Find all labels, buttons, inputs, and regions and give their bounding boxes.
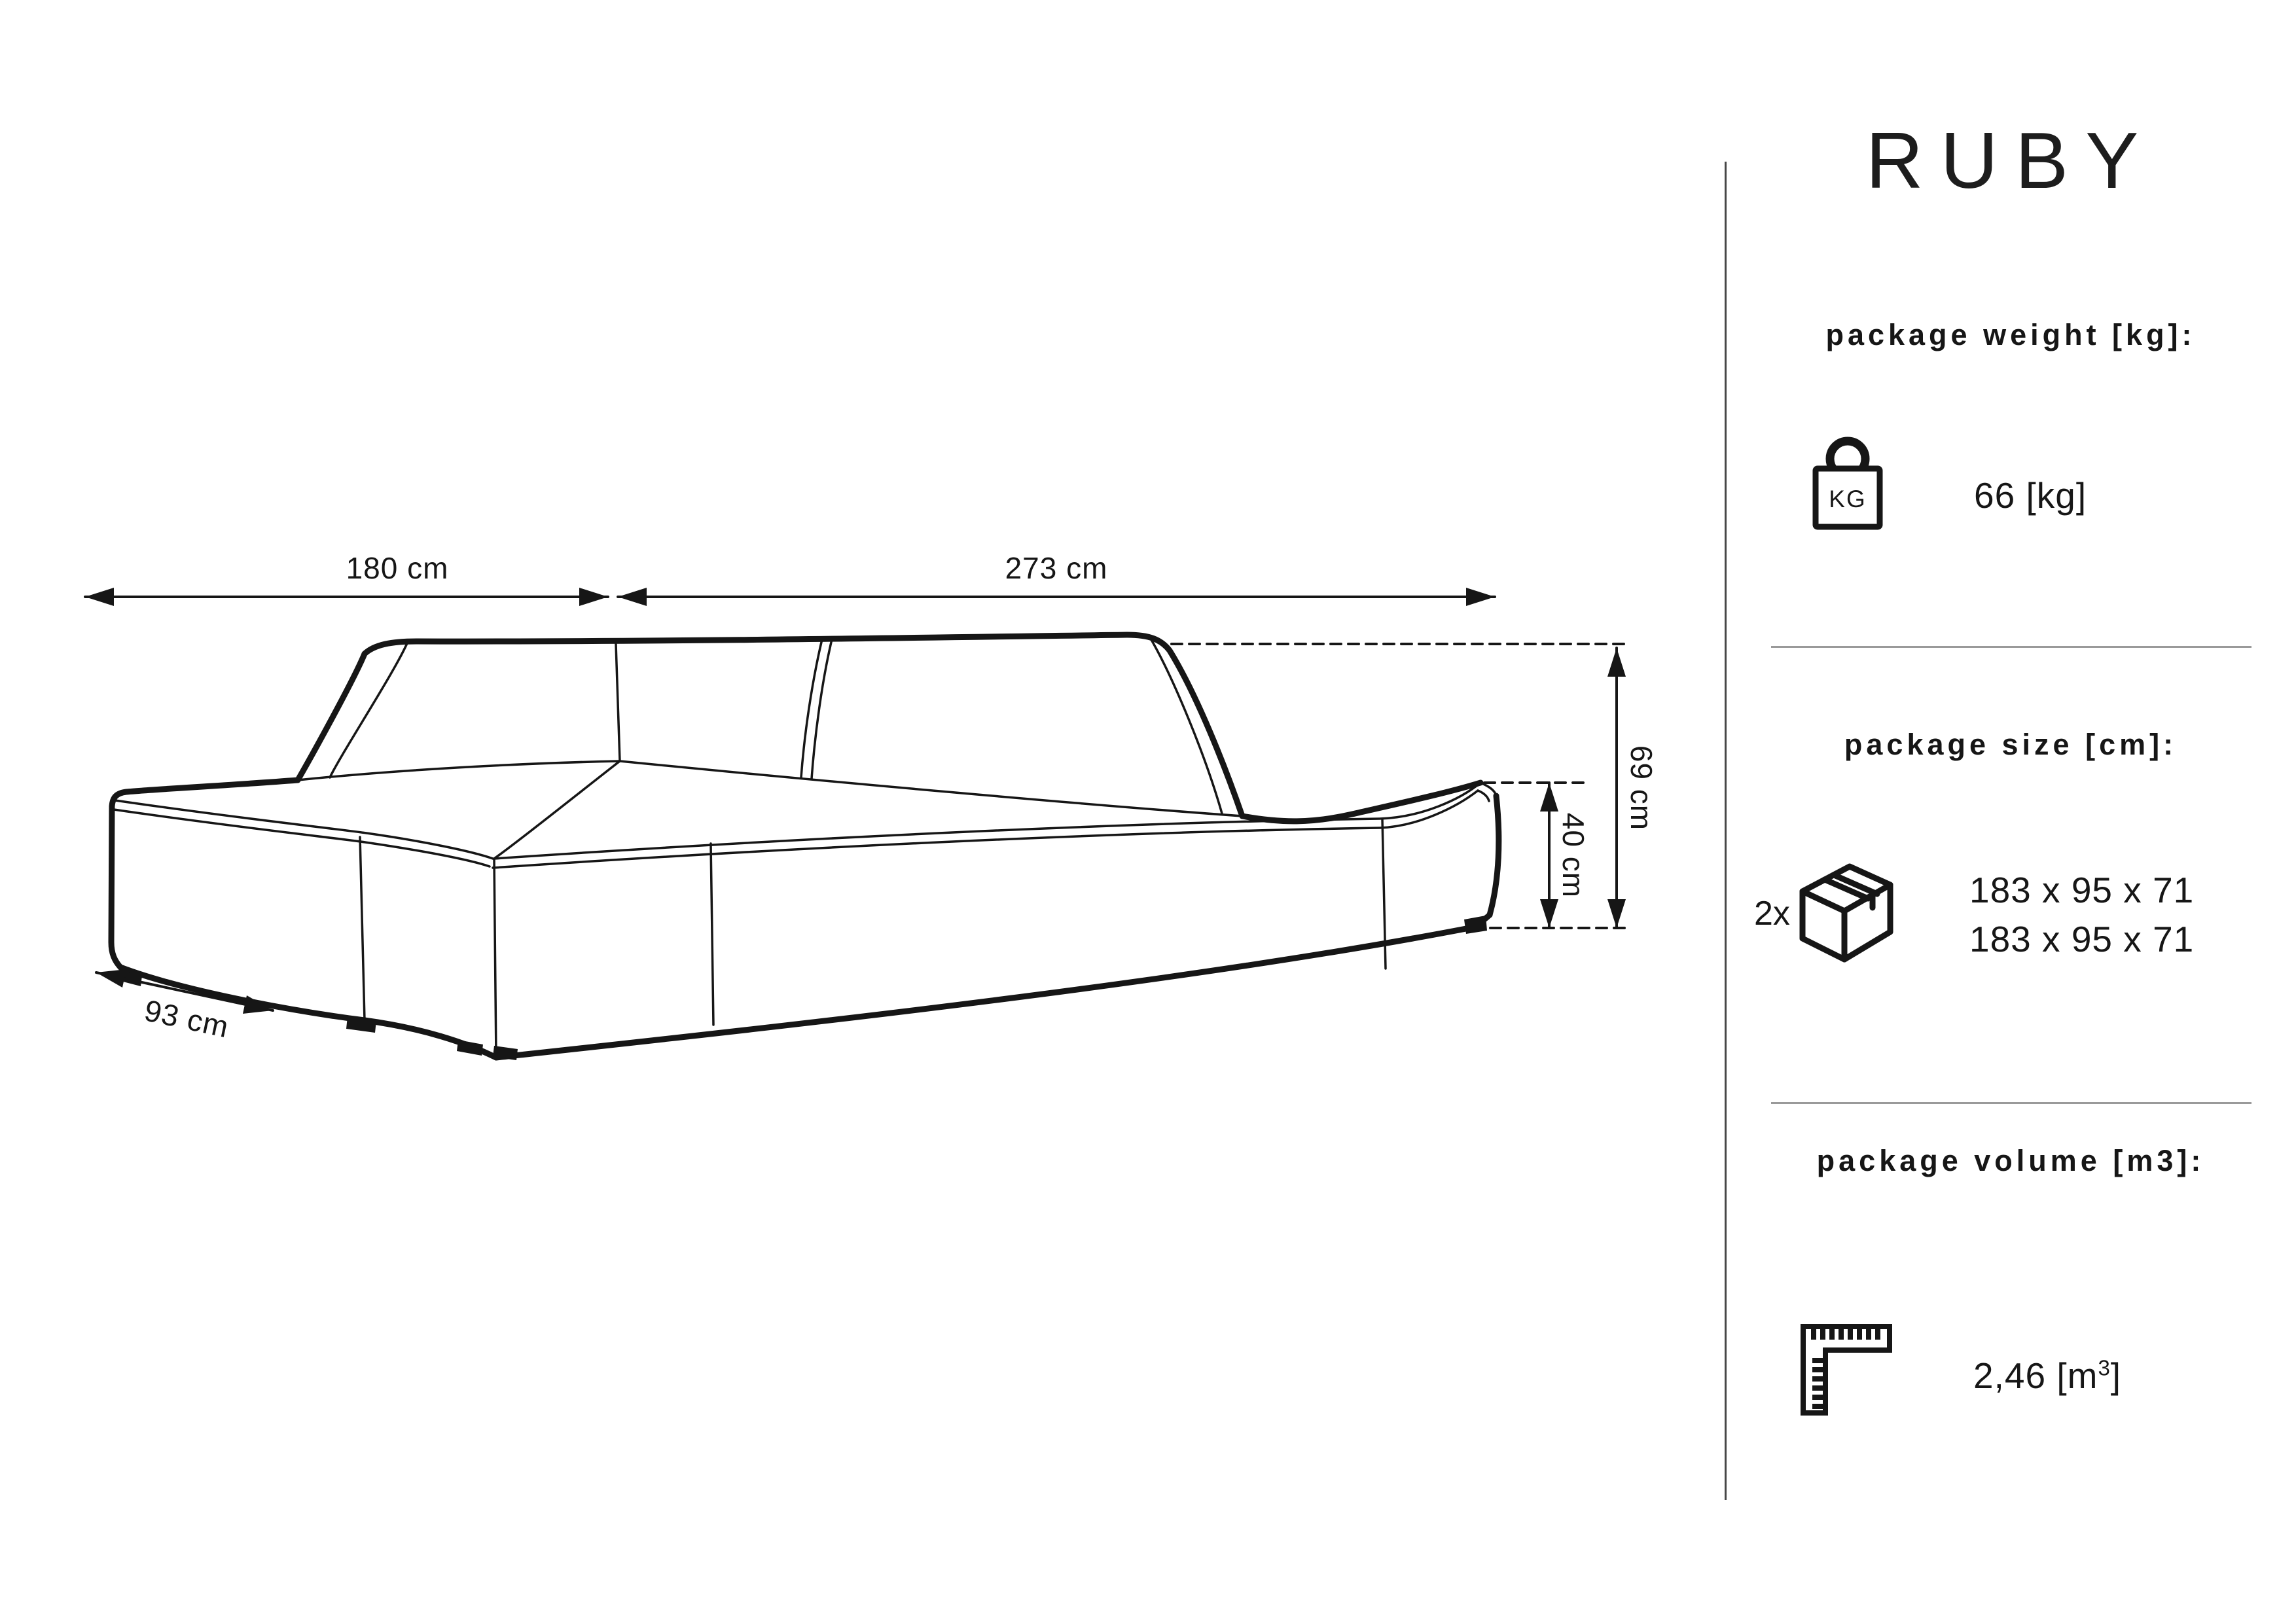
foot-corner-a: [457, 1040, 483, 1056]
foot-right-end: [1464, 916, 1487, 934]
kg-bag-icon: [1812, 435, 1884, 531]
chaise-lip-a: [115, 800, 493, 859]
sofa-feet: [119, 916, 1487, 1060]
carton-box-icon: [1799, 863, 1894, 963]
ruler-square-icon: [1801, 1324, 1892, 1416]
dimension-arrowheads: [85, 588, 1626, 1014]
sofa-seams: [114, 637, 1496, 1058]
chaise-left-edge: [111, 780, 298, 967]
chaise-front-seam: [360, 837, 365, 1020]
label-main-width: 273 cm: [1005, 551, 1108, 585]
volume-value: [1973, 1355, 2121, 1397]
backrest-bottom-left: [298, 761, 620, 780]
main-front-seam-1: [711, 844, 713, 1025]
corner-seat-seam: [494, 761, 620, 859]
main-seat-lip-a: [494, 783, 1480, 859]
package-size-1: 183 x 95 x 71: [1969, 870, 2195, 910]
end-top-edge-b: [1478, 791, 1489, 801]
label-chaise-width: 180 cm: [346, 551, 449, 585]
right-backrest-inner-seam: [1150, 637, 1222, 813]
backrest-left-edge: [298, 654, 365, 780]
corner-back-seam: [616, 644, 620, 761]
main-seat-lip-b: [493, 791, 1478, 868]
volume-section-header: package volume [m3]:: [1816, 1144, 2205, 1177]
product-title: RUBY: [1865, 116, 2156, 205]
right-cushion-left-seam-b: [812, 639, 832, 779]
volume-value-sup: 3: [2098, 1355, 2111, 1380]
arm-top-curve: [1242, 783, 1480, 821]
chaise-lip-b: [114, 810, 490, 866]
panel-divider-vertical: [1725, 162, 1727, 1500]
right-end-edge: [1490, 796, 1499, 915]
sofa-outline: [111, 635, 1499, 1058]
backrest-top-and-right-edge: [365, 635, 1242, 816]
label-chaise-depth: 93 cm: [141, 993, 232, 1044]
left-backrest-inner-seam: [330, 643, 407, 777]
label-back-height: 69 cm: [1624, 745, 1659, 831]
weight-value: 66 [kg]: [1974, 475, 2087, 516]
package-size-2: 183 x 95 x 71: [1969, 919, 2195, 959]
weight-section-header: package weight [kg]:: [1825, 318, 2196, 351]
size-section-header: package size [cm]:: [1844, 728, 2178, 761]
section-divider-1: [1771, 646, 2251, 648]
info-panel: [1725, 0, 2296, 1623]
volume-value-suffix: ]: [2110, 1355, 2122, 1396]
inner-corner-edge: [494, 859, 496, 1058]
main-bottom-edge: [496, 915, 1490, 1058]
backrest-bottom-right: [620, 761, 1242, 816]
package-quantity: 2x: [1754, 895, 1790, 933]
volume-value-prefix: 2,46 [m: [1973, 1355, 2098, 1396]
section-divider-2: [1771, 1102, 2251, 1104]
label-seat-height: 40 cm: [1556, 812, 1590, 899]
kg-icon-text: KG: [1829, 486, 1867, 512]
